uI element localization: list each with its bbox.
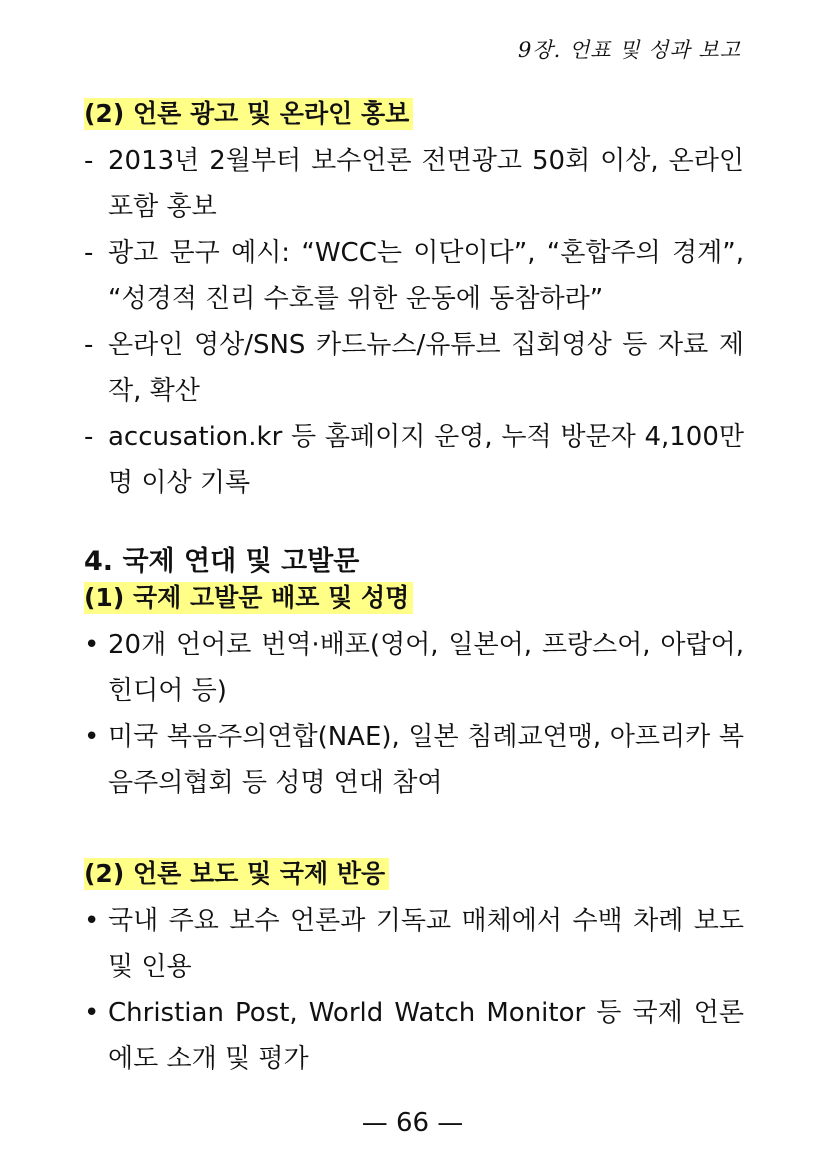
list-item-text: 2013년 2월부터 보수언론 전면광고 50회 이상, 온라인 포함 홍보: [108, 146, 744, 222]
list-item-text: 국내 주요 보수 언론과 기독교 매체에서 수백 차례 보도 및 인용: [108, 906, 744, 982]
page-number: — 66 —: [361, 1108, 464, 1138]
section-international: [84, 542, 744, 806]
dash-marker: -: [84, 422, 94, 452]
section-heading: (1) 국제 고발문 배포 및 성명: [84, 582, 413, 614]
list-item: [84, 990, 744, 1082]
dash-marker: -: [84, 330, 94, 360]
section-press-response: [84, 858, 744, 1082]
dash-marker: -: [84, 238, 94, 268]
section-heading: (2) 언론 광고 및 온라인 홍보: [84, 98, 413, 130]
list-item-text: accusation.kr 등 홈페이지 운영, 누적 방문자 4,100만 명 이상 기록: [108, 422, 744, 498]
section-title: 4. 국제 연대 및 고발문: [84, 546, 360, 577]
list-item: [84, 622, 744, 714]
dash-marker: -: [84, 146, 94, 176]
running-header: 9장. 언표 및 성과 보고: [517, 38, 741, 62]
list-item-text: 광고 문구 예시: “WCC는 이단이다”, “혼합주의 경계”, “성경적 진리 수호를 위한 운동에 동참하라”: [108, 238, 744, 314]
list-item-text: 20개 언어로 번역·배포(영어, 일본어, 프랑스어, 아랍어, 힌디어 등): [108, 630, 744, 706]
bullet-marker: •: [84, 722, 100, 752]
section-heading: (2) 언론 보도 및 국제 반응: [84, 858, 389, 890]
list-item-text: 미국 복음주의연합(NAE), 일본 침례교연맹, 아프리카 복음주의협회 등 성명 연대 참여: [108, 722, 744, 798]
list-item: [84, 414, 744, 506]
list-item-text: 온라인 영상/SNS 카드뉴스/유튜브 집회영상 등 자료 제작, 확산: [108, 330, 744, 406]
section-media-promotion: [84, 98, 744, 506]
list-item-text: Christian Post, World Watch Monitor 등 국제 언론에도 소개 및 평가: [108, 998, 744, 1074]
bullet-marker: •: [84, 998, 100, 1028]
list-item: [84, 714, 744, 806]
bullet-marker: •: [84, 906, 100, 936]
list-item: [84, 230, 744, 322]
list-item: [84, 898, 744, 990]
list-item: [84, 322, 744, 414]
list-item: [84, 138, 744, 230]
bullet-marker: •: [84, 630, 100, 660]
